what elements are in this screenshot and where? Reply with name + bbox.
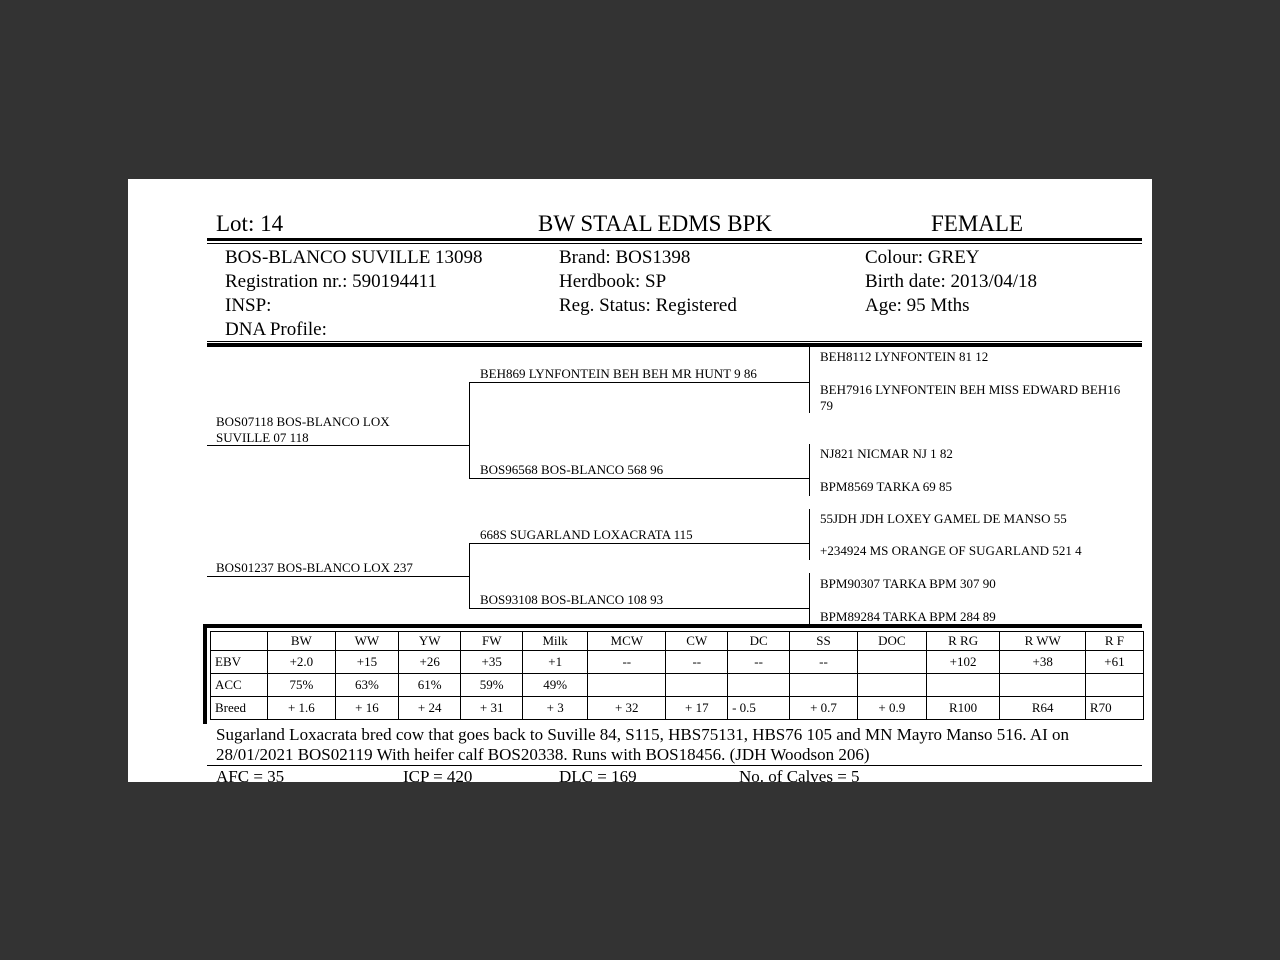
pedigree-ss-dam: BEH7916 LYNFONTEIN BEH MISS EDWARD BEH16 79 bbox=[820, 382, 1121, 413]
pedigree-sire-sire: BEH869 LYNFONTEIN BEH BEH MR HUNT 9 86 bbox=[480, 366, 757, 381]
ebv-header-blank bbox=[211, 632, 268, 651]
ebv-cell: +26 bbox=[399, 651, 461, 674]
ebv-cell: R64 bbox=[1000, 697, 1085, 720]
ebv-col-header: R RG bbox=[926, 632, 1000, 651]
ebv-cell: + 1.6 bbox=[268, 697, 336, 720]
lot-sheet bbox=[128, 179, 1152, 782]
ebv-cell: +1 bbox=[523, 651, 588, 674]
ebv-row-label: ACC bbox=[211, 674, 268, 697]
pedigree-line bbox=[809, 347, 810, 413]
details-rule-thick bbox=[207, 343, 1142, 347]
registration-number: Registration nr.: 590194411 bbox=[225, 271, 437, 292]
header-rule-thin bbox=[207, 243, 1142, 244]
ebv-cell bbox=[790, 674, 858, 697]
pedigree-ds-dam: +234924 MS ORANGE OF SUGARLAND 521 4 bbox=[820, 543, 1082, 558]
ebv-cell bbox=[1085, 674, 1143, 697]
ebv-cell: -- bbox=[790, 651, 858, 674]
ebv-cell: + 3 bbox=[523, 697, 588, 720]
ebv-box-top-rule bbox=[203, 624, 1142, 628]
ebv-col-header: FW bbox=[461, 632, 523, 651]
pedigree-dam-dam: BOS93108 BOS-BLANCO 108 93 bbox=[480, 592, 664, 607]
ebv-cell: R70 bbox=[1085, 697, 1143, 720]
ebv-cell: + 31 bbox=[461, 697, 523, 720]
ebv-row bbox=[211, 697, 1144, 720]
ebv-col-header: R F bbox=[1085, 632, 1143, 651]
ebv-cell: 59% bbox=[461, 674, 523, 697]
ebv-cell: +102 bbox=[926, 651, 1000, 674]
ebv-cell bbox=[666, 674, 728, 697]
pedigree-dd-dam: BPM89284 TARKA BPM 284 89 bbox=[820, 609, 996, 624]
ebv-col-header: BW bbox=[268, 632, 336, 651]
ebv-cell: 49% bbox=[523, 674, 588, 697]
ebv-cell: -- bbox=[588, 651, 666, 674]
ebv-header-row bbox=[211, 632, 1144, 651]
pedigree-line bbox=[809, 509, 810, 560]
calves-count: No. of Calves = 5 bbox=[739, 767, 860, 782]
ebv-cell: 75% bbox=[268, 674, 336, 697]
ebv-cell: R100 bbox=[926, 697, 1000, 720]
ebv-col-header: R WW bbox=[1000, 632, 1085, 651]
pedigree-dd-sire: BPM90307 TARKA BPM 307 90 bbox=[820, 576, 996, 591]
pedigree-line bbox=[469, 478, 810, 479]
ebv-cell: +15 bbox=[335, 651, 398, 674]
ebv-col-header: CW bbox=[666, 632, 728, 651]
footer-rule bbox=[207, 765, 1142, 766]
ebv-cell: +2.0 bbox=[268, 651, 336, 674]
pedigree-dam: BOS01237 BOS-BLANCO LOX 237 bbox=[216, 560, 413, 575]
ebv-box-left-rule bbox=[203, 624, 207, 724]
ebv-cell: + 24 bbox=[399, 697, 461, 720]
pedigree-line bbox=[469, 382, 470, 479]
pedigree-dam-sire: 668S SUGARLAND LOXACRATA 115 bbox=[480, 527, 693, 542]
ebv-col-header: SS bbox=[790, 632, 858, 651]
animal-name: BOS-BLANCO SUVILLE 13098 bbox=[225, 247, 483, 268]
dlc-value: DLC = 169 bbox=[559, 767, 637, 782]
ebv-row-label: EBV bbox=[211, 651, 268, 674]
ebv-cell: +35 bbox=[461, 651, 523, 674]
pedigree-line bbox=[207, 576, 469, 577]
ebv-col-header: DC bbox=[728, 632, 790, 651]
ebv-cell: +38 bbox=[1000, 651, 1085, 674]
ebv-cell: + 16 bbox=[335, 697, 398, 720]
ebv-cell: + 0.7 bbox=[790, 697, 858, 720]
ebv-table bbox=[210, 631, 1144, 720]
insp-label: INSP: bbox=[225, 295, 272, 316]
pedigree-sire-dam: BOS96568 BOS-BLANCO 568 96 bbox=[480, 462, 664, 477]
brand: Brand: BOS1398 bbox=[559, 247, 691, 268]
ebv-col-header: Milk bbox=[523, 632, 588, 651]
pedigree-sd-sire: NJ821 NICMAR NJ 1 82 bbox=[820, 446, 953, 461]
age: Age: 95 Mths bbox=[865, 295, 970, 316]
details-rule-thin bbox=[207, 341, 1142, 342]
icp-value: ICP = 420 bbox=[403, 767, 473, 782]
pedigree-line bbox=[469, 543, 470, 608]
pedigree-line bbox=[469, 382, 810, 383]
sex-label: FEMALE bbox=[931, 211, 1023, 236]
ebv-row-label: Breed bbox=[211, 697, 268, 720]
seller-name: BW STAAL EDMS BPK bbox=[538, 211, 772, 236]
birth-date: Birth date: 2013/04/18 bbox=[865, 271, 1038, 292]
pedigree-line bbox=[469, 608, 810, 609]
pedigree-line bbox=[809, 573, 810, 625]
ebv-cell: 63% bbox=[335, 674, 398, 697]
ebv-cell bbox=[728, 674, 790, 697]
dna-profile-label: DNA Profile: bbox=[225, 319, 327, 340]
ebv-cell bbox=[1000, 674, 1085, 697]
ebv-cell: + 17 bbox=[666, 697, 728, 720]
ebv-cell: -- bbox=[666, 651, 728, 674]
ebv-col-header: YW bbox=[399, 632, 461, 651]
ebv-col-header: MCW bbox=[588, 632, 666, 651]
ebv-cell bbox=[857, 651, 926, 674]
afc-value: AFC = 35 bbox=[216, 767, 285, 782]
ebv-col-header: DOC bbox=[857, 632, 926, 651]
pedigree-line bbox=[809, 444, 810, 496]
ebv-cell: +61 bbox=[1085, 651, 1143, 674]
ebv-cell bbox=[588, 674, 666, 697]
ebv-cell: + 32 bbox=[588, 697, 666, 720]
ebv-cell bbox=[857, 674, 926, 697]
pedigree-sd-dam: BPM8569 TARKA 69 85 bbox=[820, 479, 952, 494]
pedigree-ss-sire: BEH8112 LYNFONTEIN 81 12 bbox=[820, 349, 989, 364]
herdbook: Herdbook: SP bbox=[559, 271, 667, 292]
lot-comment: Sugarland Loxacrata bred cow that goes back to Suville 84, S115, HBS75131, HBS76 105 and MN Mayro Manso 516. AI on 28/01/2021 BOS02119 With heifer calf BOS20338. Runs with BOS18456. (JDH Woodson 206) bbox=[216, 725, 1070, 764]
ebv-row bbox=[211, 651, 1144, 674]
ebv-cell: -- bbox=[728, 651, 790, 674]
ebv-cell: - 0.5 bbox=[728, 697, 790, 720]
ebv-cell bbox=[926, 674, 1000, 697]
header-rule-thick bbox=[207, 238, 1142, 241]
colour: Colour: GREY bbox=[865, 247, 980, 268]
pedigree-ds-sire: 55JDH JDH LOXEY GAMEL DE MANSO 55 bbox=[820, 511, 1067, 526]
lot-number: Lot: 14 bbox=[216, 211, 284, 236]
pedigree-line bbox=[469, 543, 810, 544]
pedigree-sire: BOS07118 BOS-BLANCO LOX SUVILLE 07 118 bbox=[216, 414, 390, 445]
ebv-cell: 61% bbox=[399, 674, 461, 697]
ebv-cell: + 0.9 bbox=[857, 697, 926, 720]
ebv-col-header: WW bbox=[335, 632, 398, 651]
ebv-row bbox=[211, 674, 1144, 697]
registration-status: Reg. Status: Registered bbox=[559, 295, 737, 316]
